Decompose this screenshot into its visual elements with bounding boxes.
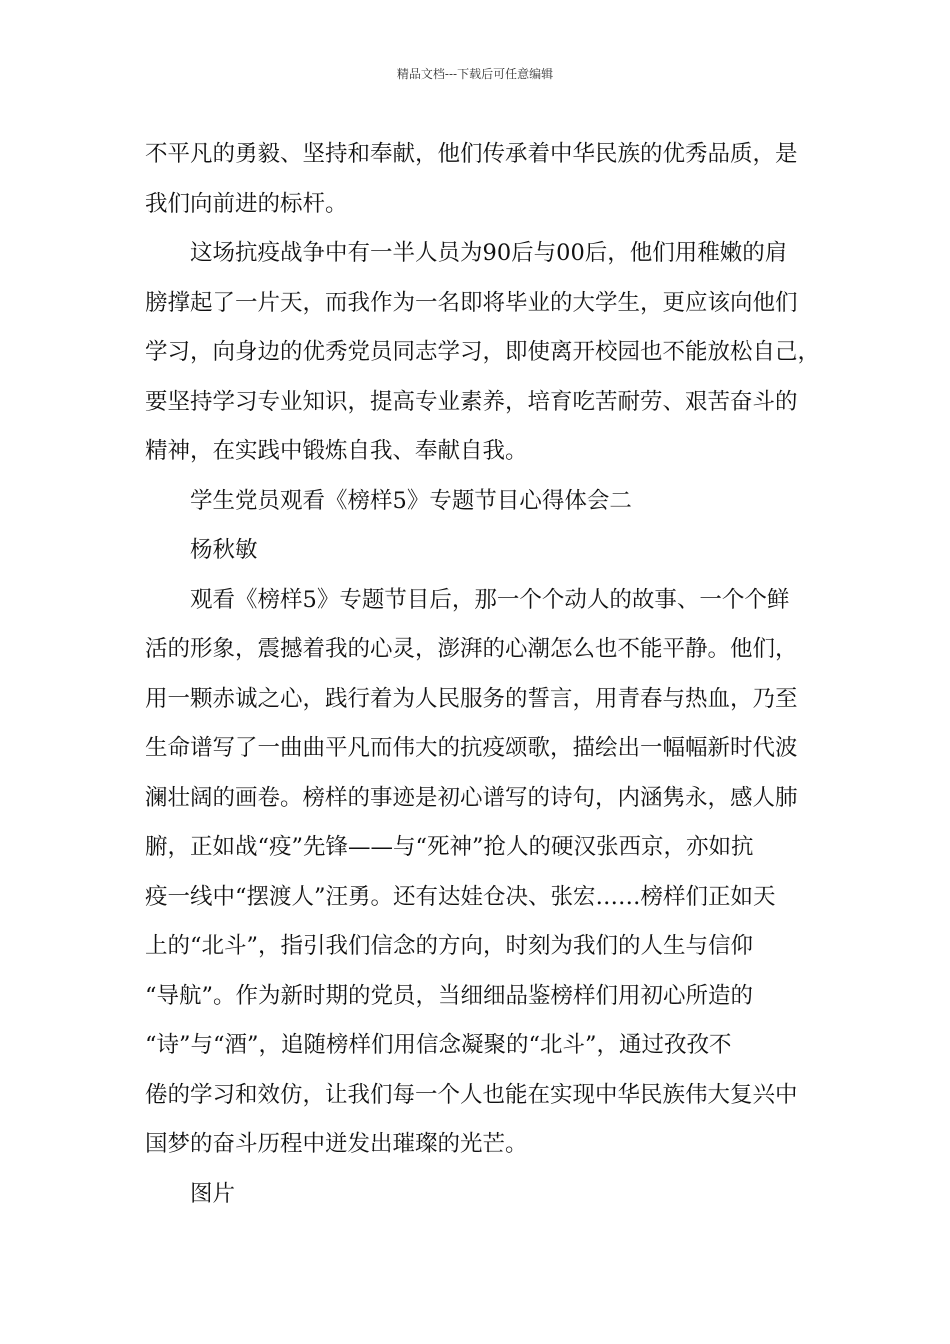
text-line: 倦的学习和效仿，让我们每一个人也能在实现中华民族伟大复兴中 (145, 1081, 798, 1108)
text-line: 我们向前进的标杆。 (145, 190, 348, 217)
text-line: 这场抗疫战争中有一半人员为90后与00后，他们用稚嫩的肩 (190, 240, 788, 266)
text-line: “导航”。作为新时期的党员，当细细品鉴榜样们用初心所造的 (145, 982, 754, 1009)
text-line: 图片 (190, 1180, 236, 1207)
paragraph-essay (145, 576, 811, 1170)
text-line: “诗”与“酒”，追随榜样们用信念凝聚的“北斗”，通过孜孜不 (145, 1032, 732, 1058)
text-line: 生命谱写了一曲曲平凡而伟大的抗疫颂歌，描绘出一幅幅新时代波 (145, 735, 798, 761)
text-line: 疫一线中“摆渡人”汪勇。还有达娃仓决、张宏……榜样们正如天 (145, 883, 776, 910)
text-line: 活的形象，震撼着我的心灵，澎湃的心潮怎么也不能平静。他们， (145, 636, 798, 662)
text-line: 观看《榜样5》专题节目后，那一个个动人的故事、一个个鲜 (190, 586, 790, 613)
text-line: 国梦的奋斗历程中迸发出璀璨的光芒。 (145, 1131, 528, 1157)
image-caption (145, 1170, 811, 1220)
text-line: 用一颗赤诚之心，践行着为人民服务的誓言，用青春与热血，乃至 (145, 685, 798, 712)
page-header: 精品文档---下载后可任意编辑 (396, 67, 554, 81)
text-line: 要坚持学习专业知识，提高专业素养，培育吃苦耐劳、艰苦奋斗的 (145, 388, 798, 415)
document-body (145, 130, 821, 1219)
text-line: 澜壮阔的画卷。榜样的事迹是初心谱写的诗句，内涵隽永，感人肺 (145, 784, 798, 811)
text-line: 杨秋敏 (190, 537, 258, 563)
text-line: 学习，向身边的优秀党员同志学习，即使离开校园也不能放松自己， (145, 339, 821, 365)
text-line: 学生党员观看《榜样5》专题节目心得体会二 (190, 487, 632, 514)
paragraph-continuation (145, 130, 811, 229)
text-line: 不平凡的勇毅、坚持和奉献，他们传承着中华民族的优秀品质，是 (145, 141, 798, 167)
paragraph-reflection (145, 229, 821, 477)
author-name (145, 526, 811, 576)
text-line: 上的“北斗”，指引我们信念的方向，时刻为我们的人生与信仰 (145, 933, 754, 959)
text-line: 膀撑起了一片天，而我作为一名即将毕业的大学生，更应该向他们 (145, 289, 798, 316)
text-line: 腑，正如战“疫”先锋——与“死神”抢人的硬汉张西京，亦如抗 (145, 834, 754, 860)
section-title (145, 477, 811, 527)
text-line: 精神，在实践中锻炼自我、奉献自我。 (145, 438, 528, 464)
